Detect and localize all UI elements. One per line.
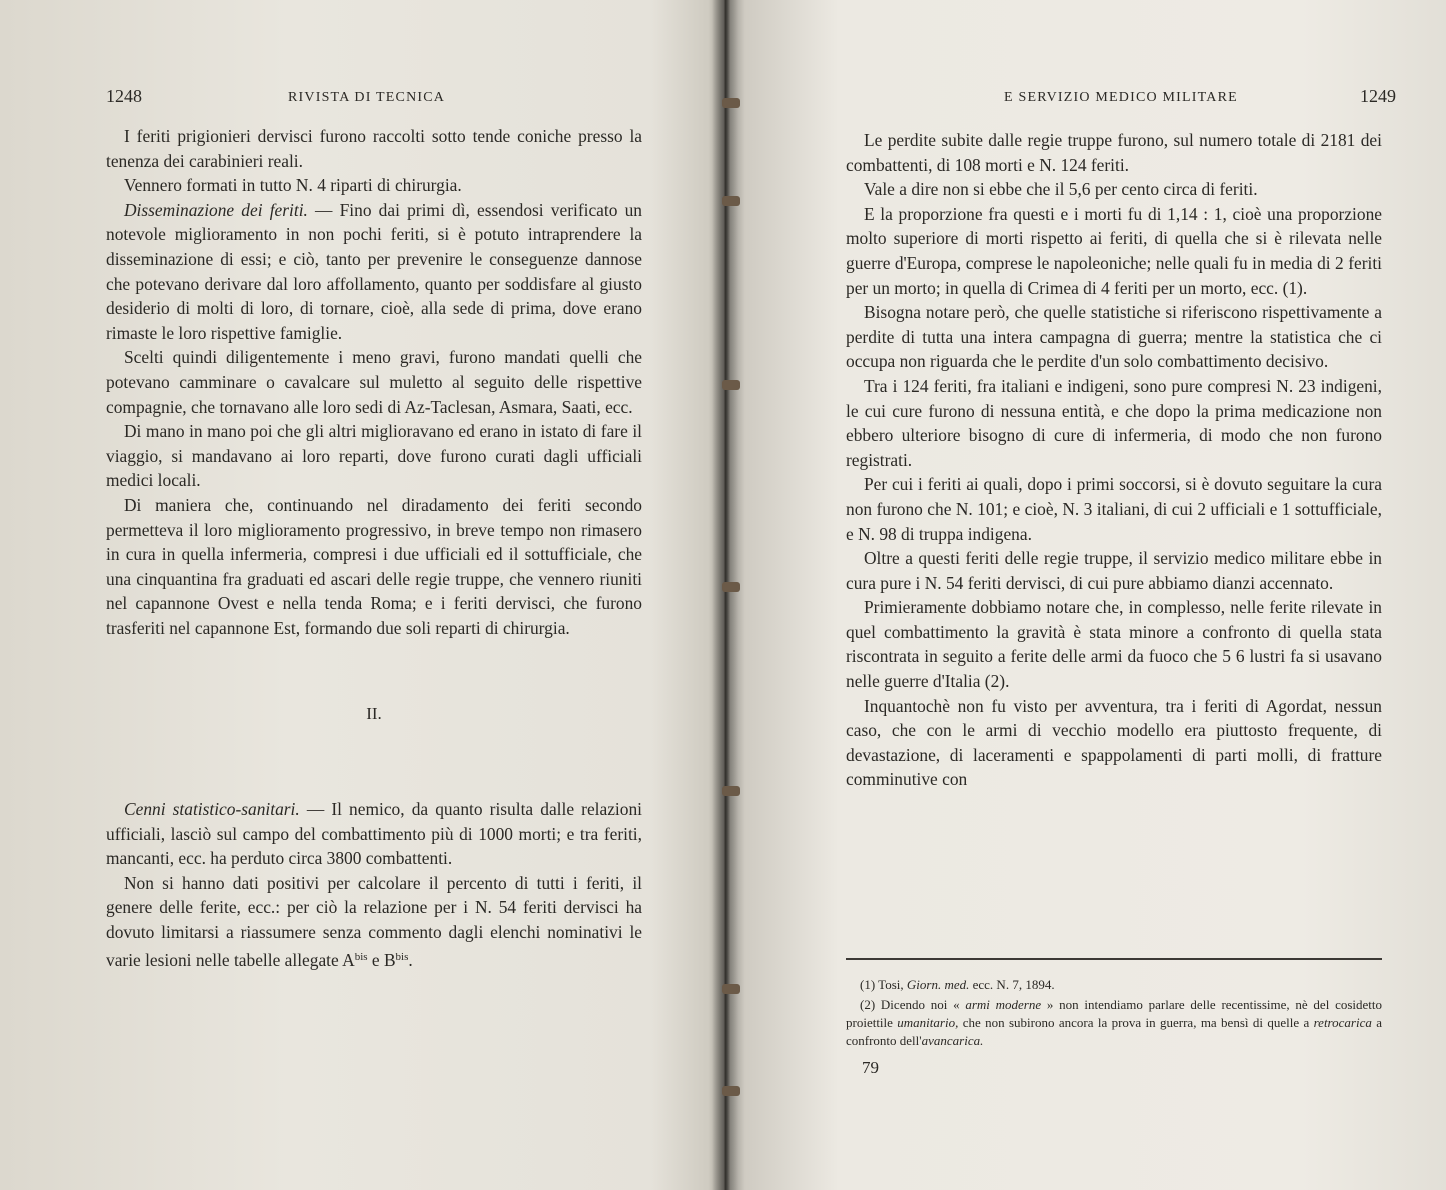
footnote-emphasis: retrocarica (1313, 1015, 1372, 1030)
footnote-text: a confronto dell' (846, 1015, 1382, 1048)
right-running-head: E SERVIZIO MEDICO MILITARE (1004, 90, 1238, 105)
paragraph-text: — Il nemico, da quanto risulta dalle relazioni ufficiali, lasciò sul campo del combattimento più di 1000 morti; e tra feriti, mancanti, ecc. ha perduto circa 3800 combattenti. (106, 799, 642, 869)
superscript: bis (395, 950, 409, 963)
left-page-body (106, 124, 642, 972)
footnotes (846, 958, 1382, 1052)
paragraph: Vale a dire non si ebbe che il 5,6 per cento circa di feriti. (864, 179, 1258, 200)
paragraph: Scelti quindi diligentemente i meno gravi, furono mandati quelli che potevano camminare o cavalcare sul muletto al seguito delle rispettive compagnie, che tornavano alle loro sedi di Az-Taclesan, Asmara, Saati, ecc. (106, 347, 642, 417)
footnote-text: » non intendiamo parlare delle recentissime, nè del cosidetto proiettile (846, 997, 1382, 1030)
section-number: II. (366, 704, 382, 724)
superscript: bis (354, 950, 368, 963)
footnote-emphasis: avancarica. (921, 1033, 984, 1048)
paragraph-text: . (408, 949, 413, 970)
section-heading-cenni: Cenni statistico-sanitari. (124, 799, 300, 820)
footnote-emphasis: armi moderne (965, 997, 1042, 1012)
paragraph-text: e B (367, 949, 396, 970)
printer-folio: 79 (862, 1058, 879, 1077)
paragraph: I feriti prigionieri dervisci furono raccolti sotto tende coniche presso la tenenza dei carabinieri reali. (106, 126, 642, 171)
footnote-text: che non subirono ancora la prova in guerra, ma bensì di quelle a (958, 1015, 1314, 1030)
footnote-text: Tosi, (875, 977, 907, 992)
footnote-journal: Giorn. med. (906, 977, 970, 992)
paragraph: Oltre a questi feriti delle regie truppe, il servizio medico militare ebbe in cura pure i N. 54 feriti dervisci, di cui pure abbiamo dianzi accennato. (846, 548, 1382, 593)
paragraph: Vennero formati in tutto N. 4 riparti di chirurgia. (124, 175, 462, 196)
paragraph: Di mano in mano poi che gli altri miglioravano ed erano in istato di fare il viaggio, si mandavano ai loro reparti, dove furono curati dagli ufficiali medici locali. (106, 421, 642, 491)
footnote-emphasis: umanitario, (897, 1015, 959, 1030)
paragraph: Primieramente dobbiamo notare che, in complesso, nelle ferite rilevate in quel combattimento la gravità è stata minore a confronto di quella stata riscontrata in seguito a ferite delle armi da fuoco che 5 6 lustri fa si usavano nelle guerre d'Italia (2). (846, 597, 1382, 692)
paragraph-disseminazione (106, 198, 642, 346)
paragraph-text: Non si hanno dati positivi per calcolare il percento di tutti i feriti, il genere delle ferite, ecc.: per ciò la relazione per i N. 54 feriti dervisci ha dovuto limitarsi a riassumere senza commento dagli elenchi nominativi le varie lesioni nelle tabelle allegate A (106, 872, 642, 970)
right-page-body (846, 128, 1382, 792)
paragraph-cenni (106, 797, 642, 871)
paragraph: Bisogna notare però, che quelle statistiche si riferiscono rispettivamente a perdite di tutta una intera campagna di guerra; mentre la statistica che ci occupa non riguarda che le perdite d'un solo combattimento decisivo. (846, 302, 1382, 372)
section-heading-disseminazione: Disseminazione dei feriti. (124, 199, 308, 220)
paragraph-text: — Fino dai primi dì, essendosi verificato un notevole miglioramento in non pochi feriti, si è potuto intraprendere la disseminazione di essi; e ciò, tanto per prevenire le conseguenze dannose che potevano derivare dal loro affollamento, quanto per soddisfare al giusto desiderio di molti di loro, di tornare, cioè, alla sede di prima, dove erano rimaste le loro rispettive famiglie. (106, 199, 642, 343)
paragraph: E la proporzione fra questi e i morti fu di 1,14 : 1, cioè una proporzione molto superiore di morti rispetto ai feriti, di quella che si è rilevata nelle guerre d'Europa, comprese le napoleoniche; nelle quali fu in media di 2 feriti per un morto; in quella di Crimea di 4 feriti per un morto, ecc. (1). (846, 203, 1382, 298)
paragraph: Per cui i feriti ai quali, dopo i primi soccorsi, si è dovuto seguitare la cura non furono che N. 101; e cioè, N. 3 italiani, di cui 2 ufficiali e 1 sottufficiale, e N. 98 di truppa indigena. (846, 474, 1382, 544)
footnote-1 (846, 976, 1382, 994)
paragraph: Tra i 124 feriti, fra italiani e indigeni, sono pure compresi N. 23 indigeni, le cui cure furono di nessuna entità, e che dopo la prima medicazione non ebbero ulteriore bisogno di cure di infermeria, di modo che non furono registrati. (846, 375, 1382, 470)
left-page (0, 0, 722, 1190)
left-running-head: RIVISTA DI TECNICA (288, 90, 446, 105)
paragraph: Le perdite subite dalle regie truppe furono, sul numero totale di 2181 dei combattenti, di 108 morti e N. 124 feriti. (846, 130, 1382, 175)
footnote-text: Dicendo noi « (875, 997, 966, 1012)
footnote-2 (846, 996, 1382, 1050)
paragraph: Di maniera che, continuando nel diradamento dei feriti secondo permetteva il loro miglioramento progressivo, in breve tempo non rimasero in cura in quella infermeria, compresi i due ufficiali ed il sottufficiale, che una cinquantina fra graduati ed ascari delle regie truppe, che vennero riuniti nel capannone Ovest e nella tenda Roma; e i feriti dervisci, che furono trasferiti nel capannone Est, formando due soli reparti di chirurgia. (106, 494, 642, 638)
footnote-marker: (1) (860, 977, 876, 992)
footnote-marker: (2) (860, 997, 876, 1012)
paragraph-last (106, 871, 642, 972)
right-running-header (844, 86, 1396, 114)
right-page-number: 1249 (1360, 86, 1396, 106)
left-page-number: 1248 (106, 86, 142, 106)
left-running-header (106, 86, 646, 114)
footnote-text: ecc. N. 7, 1894. (969, 977, 1055, 992)
paragraph: Inquantochè non fu visto per avventura, tra i feriti di Agordat, nessun caso, che con le armi di vecchio modello era piuttosto frequente, di devastazione, di laceramenti e spappolamenti di parti molli, di fratture comminutive con (846, 695, 1382, 790)
